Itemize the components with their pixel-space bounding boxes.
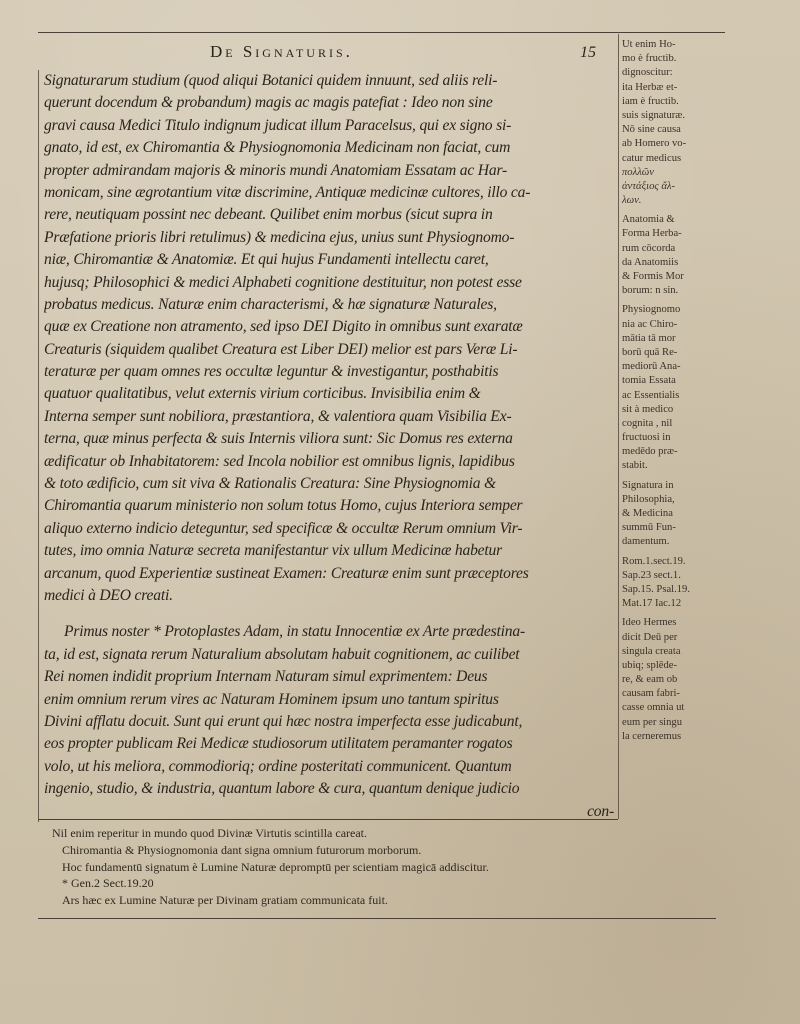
footnote-line: Chiromantia & Physiognomonia dant signa omnium futurorum morborum.: [62, 842, 422, 857]
margin-note-line: iam è fructib.: [622, 95, 679, 107]
margin-note-line: Sap.23 sect.1.: [622, 569, 681, 581]
margin-note-line: nia ac Chiro-: [622, 318, 678, 330]
margin-note-line: dignoscitur:: [622, 67, 673, 79]
page-number: 15: [580, 44, 596, 61]
margin-note-line: Mat.17 Iac.12: [622, 598, 682, 610]
text-line: terna, quæ minus perfecta & suis Internis viliora sunt: Sic Domus res externa: [44, 430, 513, 448]
text-line: medici à DEO creati.: [44, 586, 173, 604]
margin-note-line: fructuosi in: [622, 432, 671, 444]
margin-note-line: catur medicus: [622, 152, 682, 164]
text-line: volo, ut his meliora, commodioriq; ordine posteritati communicent. Quantum: [44, 757, 512, 775]
text-line: ingenio, studio, & industria, quantum labore & cura, quantum denique judicio: [44, 780, 520, 798]
text-line: Præfatione prioris libri retulimus) & medicina ejus, unius sunt Physiognomo-: [44, 228, 515, 246]
footnote-separator-rule: [38, 819, 618, 820]
text-line: Signaturarum studium (quod aliqui Botanici quidem innuunt, sed aliis reli-: [44, 72, 498, 89]
main-text-column: [44, 70, 616, 823]
margin-note-line: medēdo præ-: [622, 446, 678, 458]
text-line: probatus medicus. Naturæ enim characterismi, & hæ signaturæ Naturales,: [44, 295, 497, 313]
text-line: arcanum, quod Experientiæ sustineat Examen: Creaturæ enim sunt præceptores: [44, 564, 529, 582]
margin-note-line: ab Homero vo-: [622, 138, 687, 150]
margin-note-line: stabit.: [622, 460, 648, 472]
text-line: & toto ædificio, cum sit viva & Rationalis Creatura: Sine Physiognomia &: [44, 475, 496, 493]
margin-note-line: Nō sine causa: [622, 124, 681, 136]
margin-note-line: suis signaturæ.: [622, 109, 685, 121]
margin-note-line: da Anatomiis: [622, 256, 679, 268]
margin-note-line: cognita , nil: [622, 417, 673, 429]
margin-note-line: rum cōcorda: [622, 242, 676, 254]
margin-note-line: Forma Herba-: [622, 228, 682, 240]
text-line: aliquo externo indicio deteguntur, sed specificæ & occultæ Rerum omnium Vir-: [44, 519, 523, 537]
footnote-line: Ars hæc ex Lumine Naturæ per Divinam gratiam communicata fuit.: [62, 893, 388, 908]
margin-note-line: tomia Essata: [622, 375, 676, 387]
margin-note-line: dicit Deū per: [622, 631, 678, 643]
text-line: ædificatur ob Inhabitatorem: sed Incola nobilior est omnibus lignis, lapidibus: [44, 452, 515, 470]
margin-note-line: re, & eam ob: [622, 674, 678, 686]
margin-note-line: Ideo Hermes: [622, 617, 677, 629]
text-line: Interna semper sunt nobiliora, præstantiora, & valentiora quam Visibilia Ex-: [44, 407, 512, 425]
margin-note-line: singula creata: [622, 645, 681, 657]
margin-note-line: Anatomia &: [622, 214, 675, 226]
text-line: Rei nomen indidit proprium Internam Naturam simul exprimentem: Deus: [44, 668, 488, 686]
margin-note-line: Ut enim Ho-: [622, 39, 676, 50]
text-line: monicam, sine ægrotantium vitæ discrimine, Antiquæ medicinæ cultores, illo ca-: [44, 183, 531, 201]
marginal-notes-column: [622, 38, 722, 744]
text-line: teraturæ per quam omnes res occultæ leguntur & investigantur, posthabitis: [44, 363, 499, 381]
margin-note-line: damentum.: [622, 536, 670, 548]
margin-note-line: ita Herbæ et-: [622, 81, 678, 93]
text-line: con-: [587, 802, 614, 820]
margin-note-line: casse omnia ut: [622, 702, 685, 714]
margin-note-line: Rom.1.sect.19.: [622, 555, 686, 567]
margin-note-line: borum: n sin.: [622, 285, 679, 297]
margin-note-line: causam fabri-: [622, 688, 680, 700]
margin-note-line: mātia tā mor: [622, 332, 676, 344]
text-line: querunt docendum & probandum) magis ac magis patefiat : Ideo non sine: [44, 94, 493, 112]
margin-note-line: & Medicina: [622, 508, 673, 519]
margin-note-line: borū quā Re-: [622, 346, 678, 358]
text-line: Primus noster * Protoplastes Adam, in statu Innocentiæ ex Arte prædestina-: [64, 623, 525, 641]
margin-note-line: πολλῶν: [622, 166, 654, 178]
text-line: enim omnium rerum vires ac Naturam Hominem ipsum uno tantum spiritus: [44, 690, 499, 708]
footnote-line: * Gen.2 Sect.19.20: [62, 876, 154, 891]
bottom-rule: [38, 918, 716, 919]
margin-note-line: & Formis Mor: [622, 271, 684, 282]
margin-note-line: ac Essentialis: [622, 389, 680, 401]
margin-note-line: Physiognomo: [622, 304, 681, 316]
text-line: Divini afflatu docuit. Sunt qui erunt qui hæc nostra imperfecta esse judicabunt,: [44, 712, 523, 730]
margin-note-line: Philosophia,: [622, 493, 675, 505]
margin-note-line: ubiq; splēde-: [622, 659, 678, 671]
text-line: ta, id est, signata rerum Naturalium absolutam habuit cognitionem, ac cuilibet: [44, 645, 520, 663]
running-title: De Signaturis.: [210, 42, 353, 61]
margin-note-line: mediorū Ana-: [622, 361, 681, 373]
margin-note-line: λων.: [622, 195, 642, 207]
text-line: Chiromantia quarum ministerio non solum totus Homo, cujus Interiora semper: [44, 497, 523, 515]
footnote-line: Hoc fundamentū signatum è Lumine Naturæ depromptū per scientiam magicā addiscitur.: [62, 859, 489, 874]
text-line: niæ, Chiromantiæ & Anatomiæ. Et qui hujus Fundamenti intellectu caret,: [44, 251, 489, 269]
footnotes-block: [52, 825, 612, 909]
margin-note-line: summū Fun-: [622, 522, 676, 534]
margin-note-line: Signatura in: [622, 479, 674, 491]
footnote-line: Nil enim reperitur in mundo quod Divinæ Virtutis scintilla careat.: [52, 826, 367, 840]
margin-note-line: Sap.15. Psal.19.: [622, 583, 690, 595]
text-line: rere, neutiquam possint nec debeant. Quilibet enim morbus (sicut supra in: [44, 206, 493, 224]
margin-note-line: la cerneremus: [622, 730, 682, 742]
column-divider-rule: [618, 34, 619, 819]
text-line: gravi causa Medici Titulo indignum judicat illum Paracelsus, qui ex signo si-: [44, 116, 512, 134]
left-margin-rule: [38, 70, 39, 822]
text-line: propter admirandam majoris & minoris mundi Anatomiam Essatam ac Har-: [44, 161, 508, 179]
text-line: hujusq; Philosophici & medici Alphabeti cognitione destituitur, non potest esse: [44, 273, 522, 291]
margin-note-line: mo è fructib.: [622, 53, 677, 65]
margin-note-line: eum per singu: [622, 716, 683, 728]
text-line: gnato, id est, ex Chiromantia & Physiognomonia Medicinam non faciat, cum: [44, 139, 511, 157]
text-line: tutes, imo omnia Naturæ secreta manifestantur vix ullum Medicinæ habetur: [44, 542, 502, 560]
text-line: quæ ex Creatione non atramento, sed ipso DEI Digito in omnibus sunt exaratæ: [44, 318, 523, 336]
top-rule: [38, 32, 725, 33]
margin-note-line: ἀντάξιος ἄλ-: [622, 180, 676, 192]
margin-note-line: sit à medico: [622, 403, 674, 415]
text-line: eos propter publicam Rei Medicæ studiosorum utilitatem peramanter rogatos: [44, 735, 513, 753]
text-line: Creaturis (siquidem qualibet Creatura est Liber DEI) melior est pars Veræ Li-: [44, 340, 518, 358]
text-line: quatuor qualitatibus, velut externis virium corticibus. Invisibilia enim &: [44, 385, 481, 403]
